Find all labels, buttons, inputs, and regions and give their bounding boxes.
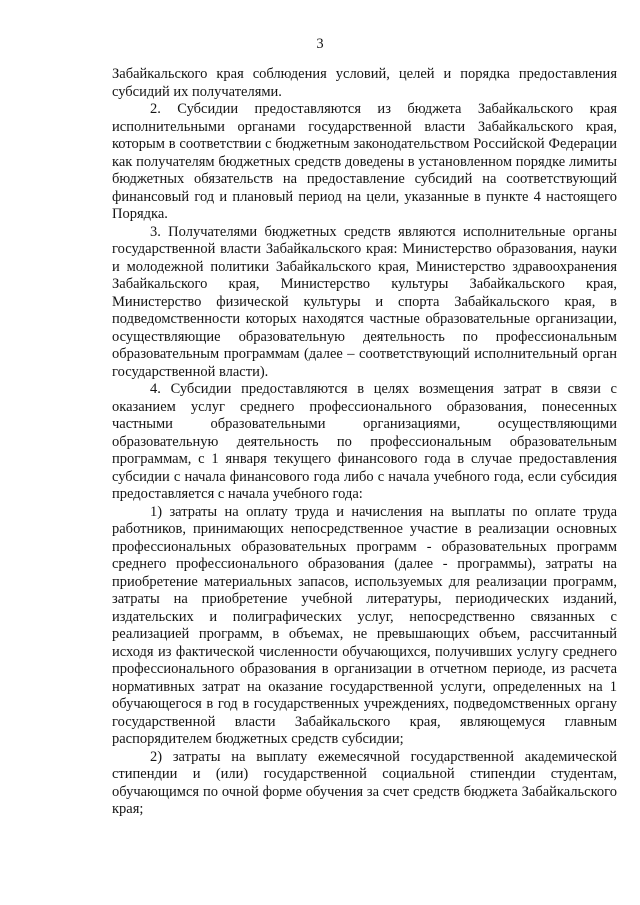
paragraph-continuation: Забайкальского края соблюдения условий, целей и порядка предоставления субсидий их получателями. bbox=[112, 66, 617, 100]
paragraph-item-2: 2. Субсидии предоставляются из бюджета Забайкальского края исполнительными органами государственной власти Забайкальского края, которым в соответствии с бюджетным законодательством Российской Федерации как получателям бюджетных средств доведены в установленном порядке лимиты бюджетных обязательств на предоставление субсидий на соответствующий финансовый год и плановый период на цели, указанные в пункте 4 настоящего Порядка. bbox=[112, 101, 617, 222]
subitem-1: 1) затраты на оплату труда и начисления на выплаты по оплате труда работников, принимающих непосредственное участие в реализации основных профессиональных образовательных программ - образовательных программ среднего профессионального образования (далее - программы), затраты на приобретение материальных запасов, используемых для реализации программ, затраты на приобретение учебной литературы, периодических изданий, издательских и полиграфических услуг, непосредственно связанных с реализацией программ, в объемах, не превышающих объем, рассчитанный исходя из фактической численности обучающихся, получивших услугу среднего профессионального образования в организации в отчетном периоде, из расчета нормативных затрат на оказание государственной услуги, определенных на 1 обучающегося в год в государственных учреждениях, подведомственных органу государственной власти Забайкальского края, являющемуся главным распорядителем бюджетных средств субсидии; bbox=[112, 503, 617, 747]
subitem-2: 2) затраты на выплату ежемесячной государственной академической стипендии и (или) государственной социальной стипендии студентам, обучающимся по очной форме обучения за счет средств бюджета Забайкальского края; bbox=[112, 748, 617, 817]
paragraph-item-4: 4. Субсидии предоставляются в целях возмещения затрат в связи с оказанием услуг среднего профессионального образования, понесенных частными образовательными организациями, осуществляющими образовательную деятельность по профессиональным образовательным программам, с 1 января текущего финансового года в случае предоставления субсидии с начала финансового года либо с начала учебного года, если субсидия предоставляется с начала учебного года: bbox=[112, 381, 617, 502]
paragraph-item-3: 3. Получателями бюджетных средств являются исполнительные органы государственной власти Забайкальского края: Министерство образования, науки и молодежной политики Забайкальского края, Министерство здравоохранения Забайкальского края, Министерство культуры Забайкальского края, Министерство физической культуры и спорта Забайкальского края, в подведомственности которых находятся частные образовательные организации, осуществляющие образовательную деятельность по профессиональным образовательным программам (далее – соответствующий исполнительный орган государственной власти). bbox=[112, 223, 617, 380]
document-body bbox=[112, 66, 617, 819]
page-number: 3 bbox=[316, 36, 324, 52]
